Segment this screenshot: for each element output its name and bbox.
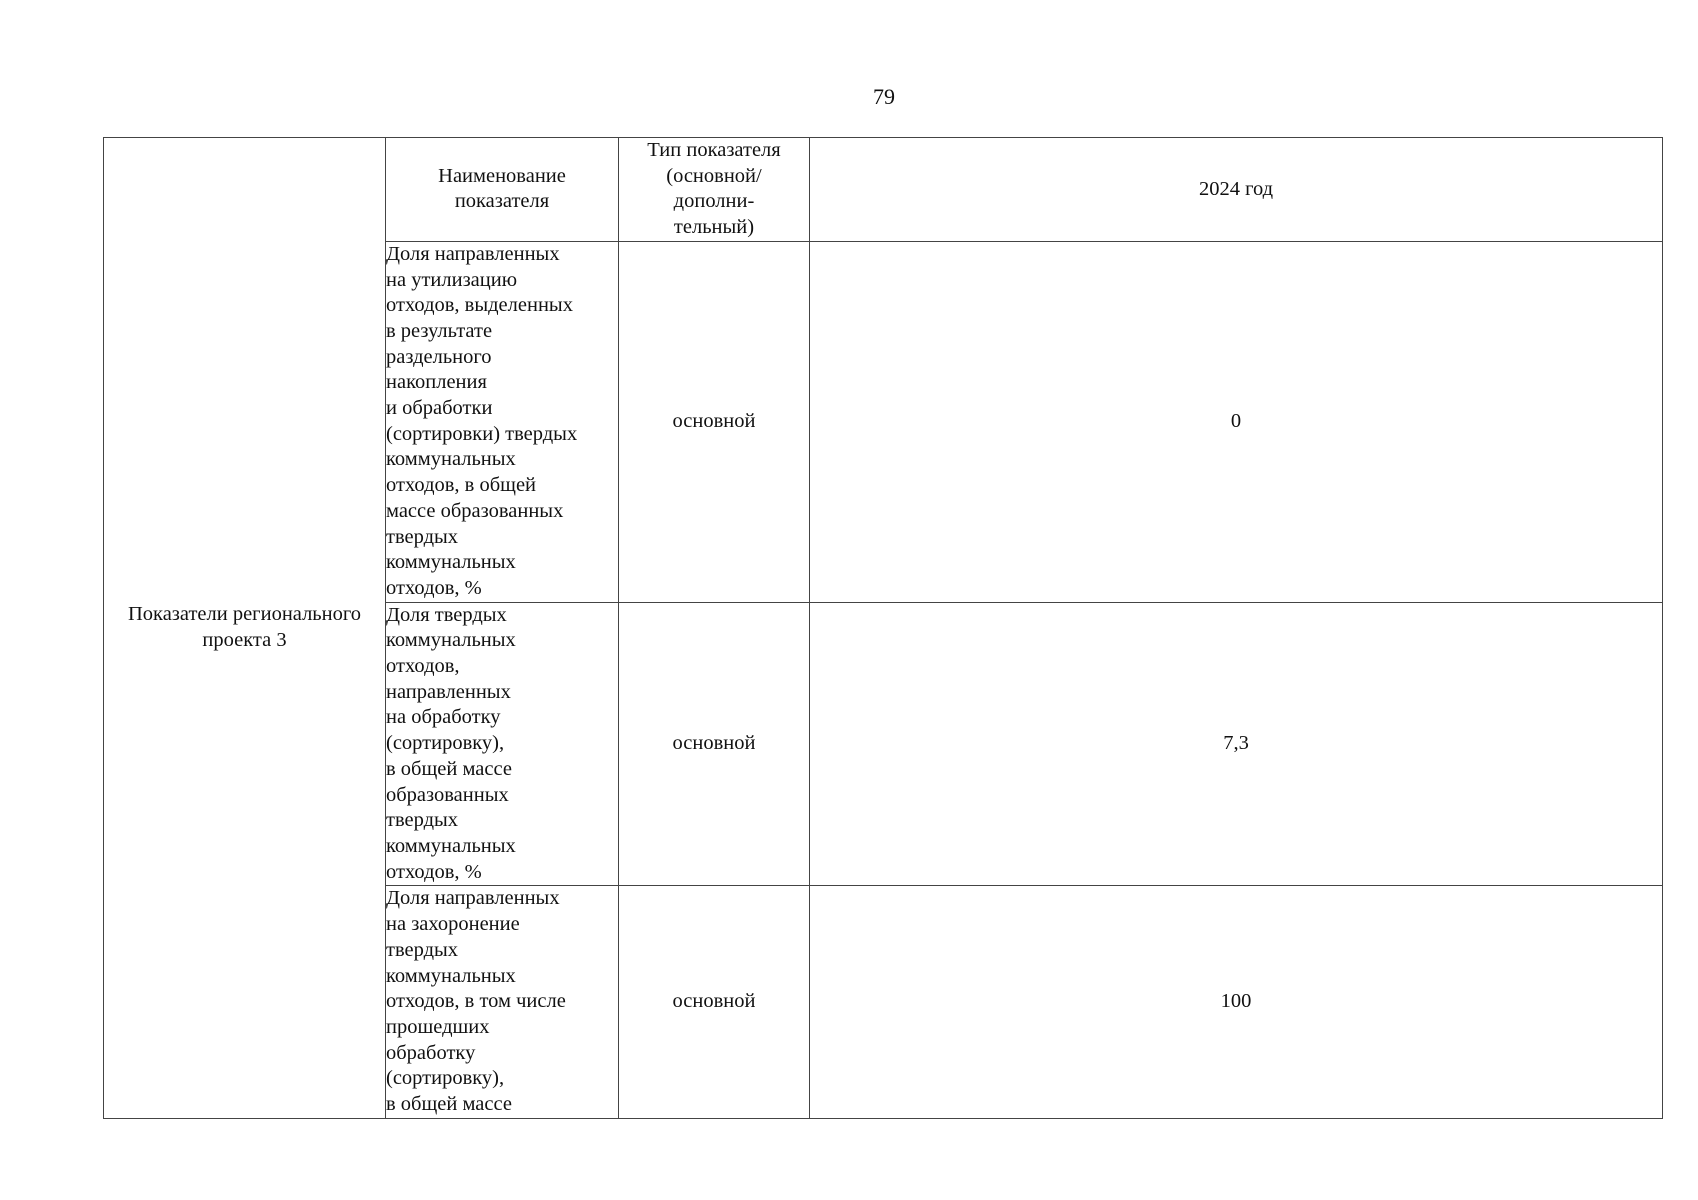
header-year-cell xyxy=(810,138,1663,242)
indicator-name-cell xyxy=(386,602,619,886)
indicator-name-cell xyxy=(386,886,619,1118)
indicator-name: Доля направленных на захоронение твердых коммунальных отходов, в том числе прошедших обработку (сортировку), в общей массе xyxy=(386,887,566,1116)
header-type: Тип показателя (основной/ дополни- тельный) xyxy=(647,139,781,239)
table-header-row xyxy=(104,138,1663,242)
indicator-value: 100 xyxy=(1220,990,1252,1013)
header-name-cell xyxy=(386,138,619,242)
header-type-cell xyxy=(619,138,810,242)
section-label: Показатели регионального проекта 3 xyxy=(127,603,362,651)
indicator-type-cell xyxy=(619,241,810,602)
indicator-value-cell xyxy=(810,241,1663,602)
indicator-type: основной xyxy=(672,409,756,432)
indicator-type-cell xyxy=(619,886,810,1118)
indicator-name: Доля твердых коммунальных отходов, направленных на обработку (сортировку), в общей массе образованных твердых коммунальных отходов, % xyxy=(386,603,516,883)
indicator-type: основной xyxy=(672,732,756,755)
indicator-value-cell xyxy=(810,602,1663,886)
indicator-type: основной xyxy=(672,990,756,1013)
indicator-value: 7,3 xyxy=(1223,732,1249,755)
indicator-name: Доля направленных на утилизацию отходов, выделенных в результате раздельного накопления и обработки (сортировки) твердых коммунальных отходов, в общей массе образованных твердых коммунальных отходов, % xyxy=(386,242,578,599)
indicator-name-cell xyxy=(386,241,619,602)
section-label-cell xyxy=(104,138,386,1119)
header-name: Наименование показателя xyxy=(438,164,566,213)
page-number: 79 xyxy=(873,84,895,109)
indicators-table xyxy=(103,137,1663,1119)
indicator-type-cell xyxy=(619,602,810,886)
indicator-value: 0 xyxy=(1230,409,1242,432)
header-year: 2024 год xyxy=(1198,177,1274,200)
indicator-value-cell xyxy=(810,886,1663,1118)
